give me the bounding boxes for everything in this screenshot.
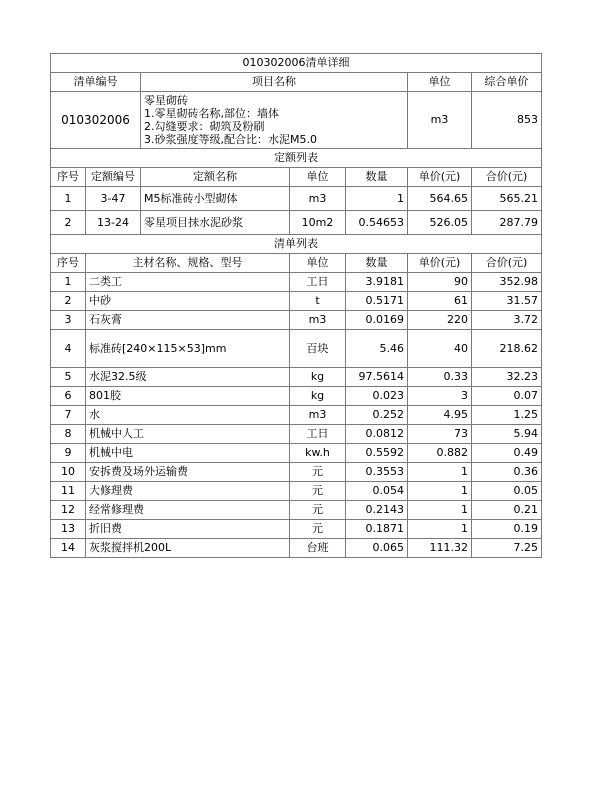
material-unit-header: 单位	[290, 254, 346, 273]
material-no: 5	[51, 368, 86, 387]
material-qty: 3.9181	[346, 273, 408, 292]
material-price: 90	[408, 273, 472, 292]
item-unit: m3	[408, 92, 472, 149]
quota-no: 2	[51, 211, 86, 235]
material-unit: 元	[290, 482, 346, 501]
material-qty: 0.054	[346, 482, 408, 501]
material-no: 2	[51, 292, 86, 311]
item-desc-line: 1.零星砌砖名称,部位：墙体	[144, 107, 279, 120]
material-price: 1	[408, 463, 472, 482]
material-unit: 元	[290, 520, 346, 539]
material-row	[51, 273, 542, 292]
item-unit-header: 单位	[408, 73, 472, 92]
material-total: 0.05	[472, 482, 542, 501]
item-desc-line: 零星砌砖	[144, 94, 188, 107]
material-price: 220	[408, 311, 472, 330]
material-unit: 百块	[290, 330, 346, 368]
material-price: 0.882	[408, 444, 472, 463]
material-price: 111.32	[408, 539, 472, 558]
quota-price: 564.65	[408, 187, 472, 211]
quota-total: 565.21	[472, 187, 542, 211]
material-row	[51, 292, 542, 311]
material-row	[51, 330, 542, 368]
material-no: 14	[51, 539, 86, 558]
item-description	[141, 92, 408, 149]
material-qty: 0.3553	[346, 463, 408, 482]
bill-detail-table	[50, 53, 542, 558]
material-no: 11	[51, 482, 86, 501]
material-qty-header: 数量	[346, 254, 408, 273]
quota-no-header: 序号	[51, 168, 86, 187]
item-price-header: 综合单价	[472, 73, 542, 92]
material-unit: kg	[290, 387, 346, 406]
quota-row	[51, 211, 542, 235]
quota-no: 1	[51, 187, 86, 211]
material-row	[51, 406, 542, 425]
material-name: 石灰膏	[86, 311, 290, 330]
material-name: 水	[86, 406, 290, 425]
item-code: 010302006	[51, 92, 141, 149]
quota-row	[51, 187, 542, 211]
material-total: 0.21	[472, 501, 542, 520]
material-unit: 元	[290, 463, 346, 482]
material-row	[51, 539, 542, 558]
material-no: 3	[51, 311, 86, 330]
material-no: 9	[51, 444, 86, 463]
material-name: 机械中电	[86, 444, 290, 463]
material-name: 灰浆搅拌机200L	[86, 539, 290, 558]
material-total: 0.49	[472, 444, 542, 463]
material-price: 61	[408, 292, 472, 311]
material-total: 0.19	[472, 520, 542, 539]
quota-code: 13-24	[86, 211, 141, 235]
material-price: 0.33	[408, 368, 472, 387]
material-no: 10	[51, 463, 86, 482]
material-price: 4.95	[408, 406, 472, 425]
material-name: 中砂	[86, 292, 290, 311]
quota-qty: 0.54653	[346, 211, 408, 235]
material-name: 安拆费及场外运输费	[86, 463, 290, 482]
quota-unit: 10m2	[290, 211, 346, 235]
material-total-header: 合价(元)	[472, 254, 542, 273]
material-row	[51, 425, 542, 444]
material-name: 经常修理费	[86, 501, 290, 520]
material-row	[51, 501, 542, 520]
material-row	[51, 387, 542, 406]
material-name: 标准砖[240×115×53]mm	[86, 330, 290, 368]
quota-price: 526.05	[408, 211, 472, 235]
material-total: 32.23	[472, 368, 542, 387]
material-price: 1	[408, 520, 472, 539]
material-row	[51, 463, 542, 482]
material-name-header: 主材名称、规格、型号	[86, 254, 290, 273]
material-total: 3.72	[472, 311, 542, 330]
material-qty: 0.065	[346, 539, 408, 558]
material-no-header: 序号	[51, 254, 86, 273]
material-price: 1	[408, 482, 472, 501]
material-name: 折旧费	[86, 520, 290, 539]
material-unit: kg	[290, 368, 346, 387]
material-no: 1	[51, 273, 86, 292]
material-total: 7.25	[472, 539, 542, 558]
material-no: 4	[51, 330, 86, 368]
material-qty: 0.1871	[346, 520, 408, 539]
quota-total-header: 合价(元)	[472, 168, 542, 187]
quota-qty-header: 数量	[346, 168, 408, 187]
material-unit: 工日	[290, 273, 346, 292]
material-unit: kw.h	[290, 444, 346, 463]
quota-name: 零星项目抹水泥砂浆	[141, 211, 290, 235]
quota-code-header: 定额编号	[86, 168, 141, 187]
item-code-header: 清单编号	[51, 73, 141, 92]
material-qty: 0.0169	[346, 311, 408, 330]
material-price: 40	[408, 330, 472, 368]
material-total: 5.94	[472, 425, 542, 444]
material-qty: 5.46	[346, 330, 408, 368]
material-total: 0.36	[472, 463, 542, 482]
material-no: 8	[51, 425, 86, 444]
material-name: 机械中人工	[86, 425, 290, 444]
quota-code: 3-47	[86, 187, 141, 211]
material-name: 水泥32.5级	[86, 368, 290, 387]
material-qty: 0.2143	[346, 501, 408, 520]
quota-section-title: 定额列表	[51, 149, 542, 168]
material-row	[51, 444, 542, 463]
material-price: 73	[408, 425, 472, 444]
material-unit: 台班	[290, 539, 346, 558]
material-qty: 0.0812	[346, 425, 408, 444]
item-price: 853	[472, 92, 542, 149]
item-desc-line: 2.勾缝要求：砌筑及粉刷	[144, 120, 265, 133]
quota-price-header: 单价(元)	[408, 168, 472, 187]
material-row	[51, 520, 542, 539]
quota-total: 287.79	[472, 211, 542, 235]
material-no: 12	[51, 501, 86, 520]
item-desc-line: 3.砂浆强度等级,配合比：水泥M5.0	[144, 133, 317, 146]
material-no: 13	[51, 520, 86, 539]
material-total: 218.62	[472, 330, 542, 368]
quota-unit: m3	[290, 187, 346, 211]
material-no: 7	[51, 406, 86, 425]
material-unit: m3	[290, 311, 346, 330]
material-total: 0.07	[472, 387, 542, 406]
quota-unit-header: 单位	[290, 168, 346, 187]
material-unit: m3	[290, 406, 346, 425]
quota-name-header: 定额名称	[141, 168, 290, 187]
material-qty: 0.023	[346, 387, 408, 406]
material-name: 大修理费	[86, 482, 290, 501]
material-row	[51, 311, 542, 330]
material-section-title: 清单列表	[51, 235, 542, 254]
table-title: 010302006清单详细	[51, 54, 542, 73]
material-no: 6	[51, 387, 86, 406]
material-total: 31.57	[472, 292, 542, 311]
material-row	[51, 368, 542, 387]
material-qty: 0.5592	[346, 444, 408, 463]
material-price-header: 单价(元)	[408, 254, 472, 273]
quota-qty: 1	[346, 187, 408, 211]
material-price: 1	[408, 501, 472, 520]
material-price: 3	[408, 387, 472, 406]
material-total: 1.25	[472, 406, 542, 425]
material-name: 二类工	[86, 273, 290, 292]
material-name: 801胶	[86, 387, 290, 406]
material-unit: 工日	[290, 425, 346, 444]
material-unit: t	[290, 292, 346, 311]
material-qty: 0.5171	[346, 292, 408, 311]
material-row	[51, 482, 542, 501]
material-qty: 97.5614	[346, 368, 408, 387]
quota-name: M5标准砖小型砌体	[141, 187, 290, 211]
item-name-header: 项目名称	[141, 73, 408, 92]
material-total: 352.98	[472, 273, 542, 292]
material-unit: 元	[290, 501, 346, 520]
material-qty: 0.252	[346, 406, 408, 425]
